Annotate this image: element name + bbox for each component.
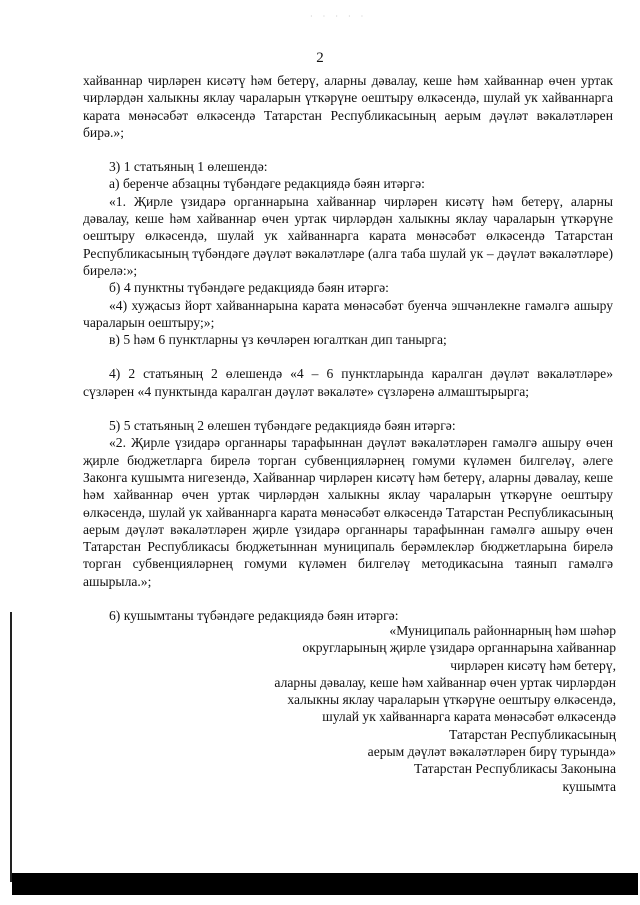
document-body <box>83 72 613 624</box>
paragraph-subitem-a: а) беренче абзацны түбәндәге редакциядә бәян итәргә: <box>109 176 425 192</box>
scan-edge-line <box>10 612 12 882</box>
appendix-heading <box>186 622 616 795</box>
appendix-line: аерым дәүләт вәкаләтләрен бирү турында» <box>367 744 616 760</box>
paragraph-continuation: хайваннар чирләрен кисәтү һәм бетерү, аларны дәвалау, кеше һәм хайваннар өчен уртак чирләрдән халыкны яклау чараларын үткәрүне оештыру өлкәсендә, шулай ук хайваннарга карата мөнәсәбәт өлкәсендә Татарстан Республикасының аерым дәүләт вәкаләтләрен бирә.»; <box>83 73 613 140</box>
appendix-line: шулай ук хайваннарга карата мөнәсәбәт өлкәсендә <box>322 709 616 725</box>
appendix-line: кушымта <box>562 778 616 794</box>
paragraph-subitem-v: в) 5 һәм 6 пунктларны үз көчләрен югалткан дип танырга; <box>109 332 447 348</box>
paragraph-item-5: 5) 5 статьяның 2 өлешен түбәндәге редакциядә бәян итәргә: <box>109 418 456 434</box>
appendix-line: Татарстан Республикасы Законына <box>413 761 616 777</box>
scan-bottom-edge <box>12 873 638 895</box>
appendix-line: чирләрен кисәтү һәм бетерү, <box>450 657 616 673</box>
paragraph-item-4: 4) 2 статьяның 2 өлешендә «4 – 6 пунктларында каралган дәүләт вәкаләтләре» сүзләрен «4 пунктында каралган дәүләт вәкаләте» сүзләренә алмаштырырга; <box>83 366 613 399</box>
scan-marks: · · · · · <box>310 12 368 21</box>
paragraph-subitem-b: б) 4 пунктны түбәндәге редакциядә бәян итәргә: <box>109 280 389 296</box>
appendix-line: «Муниципаль районнарның һәм шәһәр <box>389 623 616 638</box>
paragraph-item-6: 6) кушымтаны түбәндәге редакциядә бәян итәргә: <box>109 608 399 624</box>
paragraph-quote-1: «1. Җирле үзидарә органнарына хайваннар чирләрен кисәтү һәм бетерү, аларны дәвалау, кеше һәм хайваннар өчен уртак чирләрдән халыкны яклау чараларын үткәрүне оештыру өлкәсендә, шулай ук хайваннарга карата мөнәсәбәт өлкәсендә Татарстан Республикасының түбәндәге дәүләт вәкаләтләре (алга таба шулай ук – дәүләт вәкаләтләре) бирелә:»; <box>83 193 613 278</box>
paragraph-quote-2: «2. Җирле үзидарә органнары тарафыннан дәүләт вәкаләтләрен гамәлгә ашыру өчен җирле бюджетларга бирелә торган субвенцияләрнең гомуми күләмен билгеләү, әлеге Законга кушымта нигезендә, Хайваннар чирләрен кисәтү һәм бетерү, аларны дәвалау, кеше һәм хайваннар өчен уртак чирләрдән халыкны яклау чараларын үткәрүне оештыру өлкәсендә, шулай ук хайваннарга карата мөнәсәбәт өлкәсендә Татарстан Республикасының аерым дәүләт вәкаләтләрен җирле үзидарә органнары тарафыннан гамәлгә ашыру өчен Татарстан Республикасы бюджетыннан муниципаль берәмлекләр бюджетларына бирелә торган субвенцияләрнең гомуми күләмен билгеләү методикасына таянып гамәлгә ашырыла.»; <box>83 435 613 589</box>
appendix-line: халыкны яклау чараларын үткәрүне оештыру өлкәсендә, <box>287 692 616 708</box>
appendix-line: округларының җирле үзидарә органнарына хайваннар <box>302 640 616 656</box>
page-number: 2 <box>316 50 324 66</box>
paragraph-quote-4: «4) хуҗасыз йорт хайваннарына карата мөнәсәбәт буенча эшчәнлекне гамәлгә ашыру чараларын оештыру;»; <box>83 297 613 330</box>
appendix-line: Татарстан Республикасының <box>448 726 616 742</box>
paragraph-item-3: 3) 1 статьяның 1 өлешендә: <box>109 159 268 175</box>
appendix-line: аларны дәвалау, кеше һәм хайваннар өчен уртак чирләрдән <box>274 674 616 690</box>
